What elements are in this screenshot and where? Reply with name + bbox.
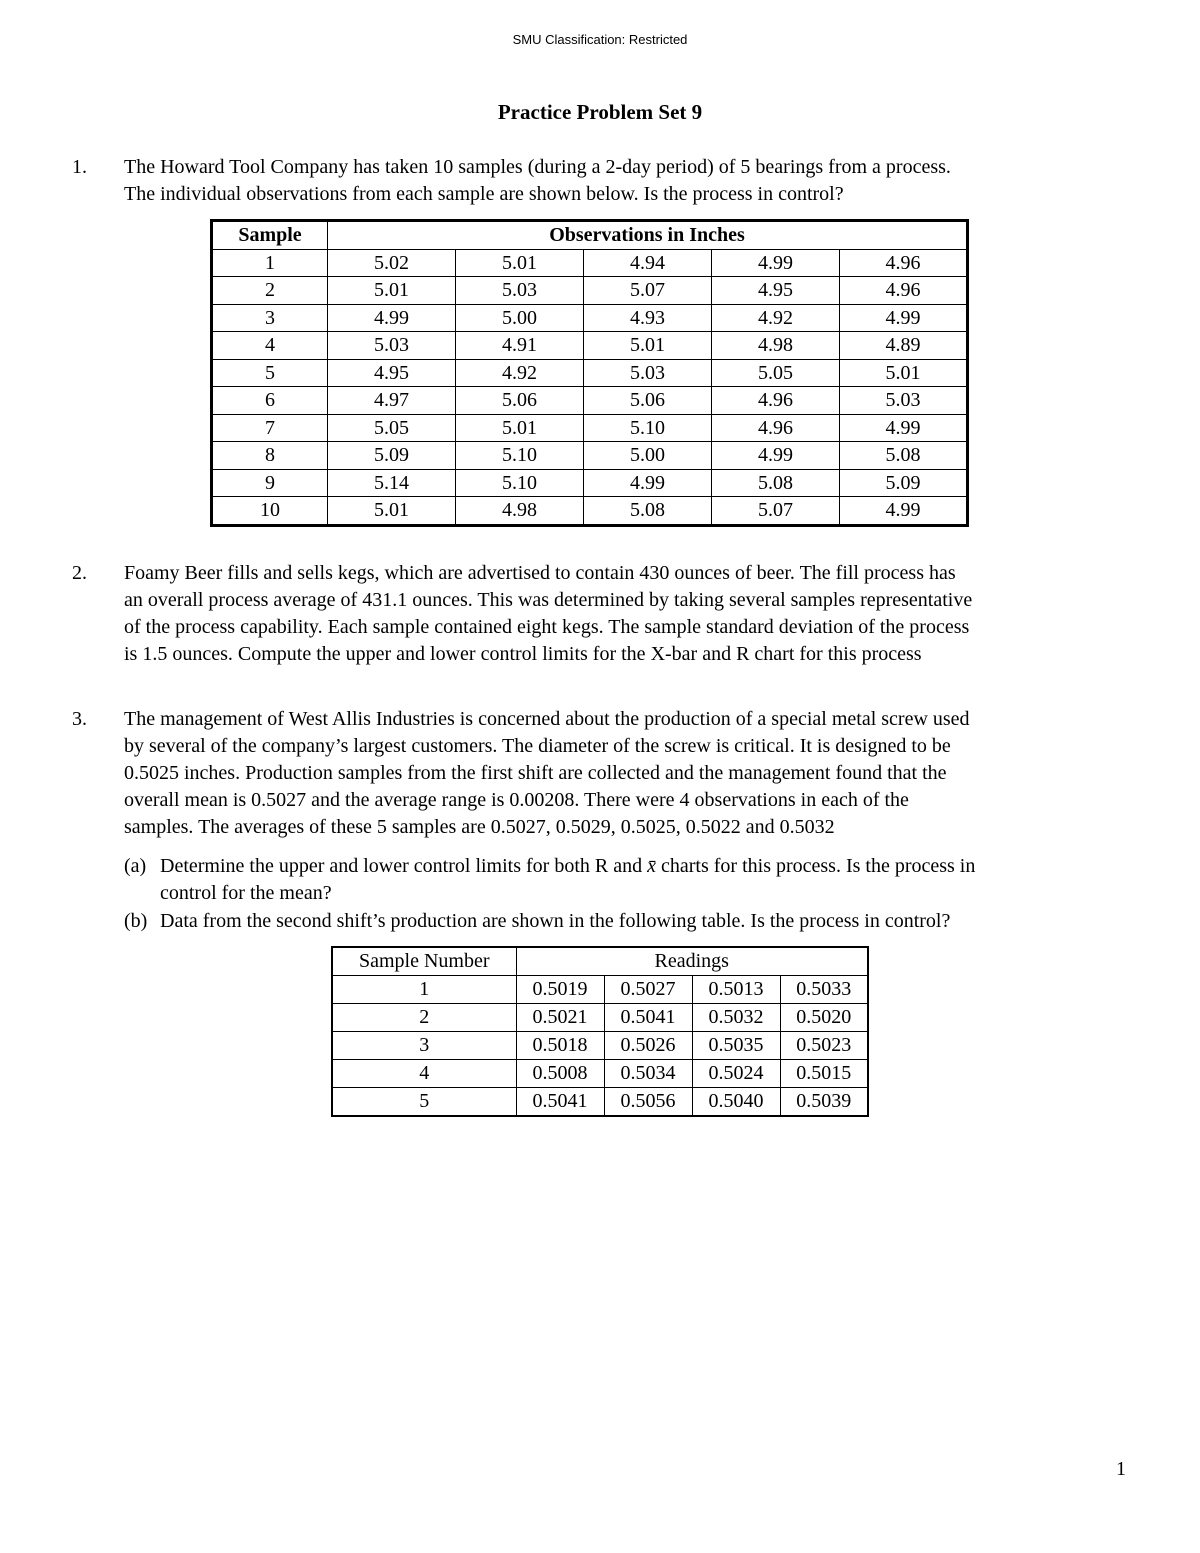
table-row — [332, 976, 868, 1004]
observation-cell: 4.98 — [712, 332, 840, 360]
observation-cell: 4.95 — [712, 277, 840, 305]
observation-cell: 5.02 — [328, 249, 456, 277]
observation-cell: 4.96 — [712, 414, 840, 442]
problem-1 — [72, 154, 1142, 208]
problem-line: Foamy Beer fills and sells kegs, which are advertised to contain 430 ounces of beer. The fill process has — [124, 562, 956, 584]
problem-line: an overall process average of 431.1 ounces. This was determined by taking several samples representative — [124, 589, 973, 611]
observation-cell: 5.01 — [328, 497, 456, 526]
observation-cell: 4.94 — [584, 249, 712, 277]
sample-number-cell: 4 — [332, 1060, 516, 1088]
problem-number: 2. — [72, 562, 87, 584]
sample-number-cell: 9 — [212, 469, 328, 497]
observation-cell: 5.06 — [584, 387, 712, 415]
problem-line: The individual observations from each sample are shown below. Is the process in control? — [124, 183, 844, 205]
table-row — [332, 1088, 868, 1117]
table-header-row — [332, 947, 868, 976]
observation-cell: 4.95 — [328, 359, 456, 387]
observation-cell: 4.99 — [840, 304, 968, 332]
observation-cell: 5.01 — [840, 359, 968, 387]
table-row — [212, 304, 968, 332]
observation-cell: 5.07 — [584, 277, 712, 305]
observation-cell: 4.92 — [456, 359, 584, 387]
table-row — [212, 359, 968, 387]
observation-cell: 5.10 — [456, 442, 584, 470]
problem-3-part-a — [124, 853, 1144, 907]
table-body — [332, 976, 868, 1117]
observation-cell: 4.99 — [840, 497, 968, 526]
observation-cell: 0.5018 — [516, 1032, 604, 1060]
observation-cell: 0.5008 — [516, 1060, 604, 1088]
observation-cell: 5.09 — [840, 469, 968, 497]
observation-cell: 4.93 — [584, 304, 712, 332]
problem-line: The Howard Tool Company has taken 10 samples (during a 2-day period) of 5 bearings from a process. — [124, 156, 951, 178]
observation-cell: 5.14 — [328, 469, 456, 497]
observation-cell: 5.05 — [328, 414, 456, 442]
column-header: Observations in Inches — [328, 221, 968, 250]
bearing-observations-table — [210, 219, 969, 527]
observation-cell: 4.91 — [456, 332, 584, 360]
observation-cell: 0.5026 — [604, 1032, 692, 1060]
sample-number-cell: 1 — [332, 976, 516, 1004]
observation-cell: 0.5041 — [604, 1004, 692, 1032]
problem-line: of the process capability. Each sample contained eight kegs. The sample standard deviation of the process — [124, 616, 970, 638]
observation-cell: 5.00 — [456, 304, 584, 332]
observation-cell: 0.5035 — [692, 1032, 780, 1060]
observation-cell: 0.5040 — [692, 1088, 780, 1117]
column-header: Sample — [212, 221, 328, 250]
part-a-text-end: charts for this process. Is the process in — [656, 855, 976, 877]
table-row — [332, 1060, 868, 1088]
observation-cell: 0.5034 — [604, 1060, 692, 1088]
observation-cell: 5.08 — [840, 442, 968, 470]
observation-cell: 5.03 — [328, 332, 456, 360]
observation-cell: 5.01 — [456, 414, 584, 442]
observation-cell: 4.98 — [456, 497, 584, 526]
observation-cell: 4.97 — [328, 387, 456, 415]
problem-line: samples. The averages of these 5 samples are 0.5027, 0.5029, 0.5025, 0.5022 and 0.5032 — [124, 816, 835, 838]
observation-cell: 5.10 — [584, 414, 712, 442]
observation-cell: 0.5056 — [604, 1088, 692, 1117]
part-label: (a) — [124, 855, 147, 877]
observation-cell: 0.5033 — [780, 976, 868, 1004]
column-header: Sample Number — [332, 947, 516, 976]
observation-cell: 4.96 — [840, 249, 968, 277]
problem-number: 1. — [72, 156, 87, 178]
sample-number-cell: 8 — [212, 442, 328, 470]
part-label: (b) — [124, 910, 148, 932]
table-row — [212, 469, 968, 497]
problem-line: 0.5025 inches. Production samples from the first shift are collected and the management found that the — [124, 762, 947, 784]
classification-label: SMU Classification: Restricted — [512, 32, 688, 47]
observation-cell: 5.06 — [456, 387, 584, 415]
observation-cell: 0.5041 — [516, 1088, 604, 1117]
sample-number-cell: 5 — [332, 1088, 516, 1117]
observation-cell: 4.92 — [712, 304, 840, 332]
sample-number-cell: 2 — [212, 277, 328, 305]
problem-line: is 1.5 ounces. Compute the upper and lower control limits for the X-bar and R chart for this process — [124, 643, 922, 665]
problem-2 — [72, 560, 1142, 668]
table-row — [332, 1004, 868, 1032]
table-body — [212, 249, 968, 525]
second-shift-readings-table — [331, 946, 869, 1117]
observation-cell: 5.03 — [840, 387, 968, 415]
sample-number-cell: 2 — [332, 1004, 516, 1032]
page-number: 1 — [1116, 1458, 1126, 1480]
observation-cell: 0.5027 — [604, 976, 692, 1004]
sample-number-cell: 5 — [212, 359, 328, 387]
observation-cell: 5.01 — [456, 249, 584, 277]
observation-cell: 4.99 — [712, 442, 840, 470]
problem-line: by several of the company’s largest customers. The diameter of the screw is critical. It is designed to be — [124, 735, 951, 757]
sample-number-cell: 3 — [332, 1032, 516, 1060]
observation-cell: 5.10 — [456, 469, 584, 497]
observation-cell: 0.5023 — [780, 1032, 868, 1060]
observation-cell: 0.5021 — [516, 1004, 604, 1032]
xbar-symbol: x̄ — [647, 855, 656, 877]
observation-cell: 0.5039 — [780, 1088, 868, 1117]
table-row — [212, 387, 968, 415]
observation-cell: 5.08 — [712, 469, 840, 497]
observation-cell: 5.09 — [328, 442, 456, 470]
observation-cell: 4.89 — [840, 332, 968, 360]
problem-line: The management of West Allis Industries is concerned about the production of a special metal screw used — [124, 708, 970, 730]
observation-cell: 4.96 — [840, 277, 968, 305]
sample-number-cell: 4 — [212, 332, 328, 360]
observation-cell: 0.5019 — [516, 976, 604, 1004]
observation-cell: 5.00 — [584, 442, 712, 470]
observation-cell: 0.5020 — [780, 1004, 868, 1032]
table-header-row — [212, 221, 968, 250]
problem-line: overall mean is 0.5027 and the average range is 0.00208. There were 4 observations in each of the — [124, 789, 909, 811]
sample-number-cell: 10 — [212, 497, 328, 526]
observation-cell: 0.5032 — [692, 1004, 780, 1032]
table-row — [212, 497, 968, 526]
part-a-text-start: Determine the upper and lower control limits for both R and — [160, 855, 648, 877]
observation-cell: 4.99 — [584, 469, 712, 497]
observation-cell: 5.03 — [584, 359, 712, 387]
observation-cell: 4.96 — [712, 387, 840, 415]
problem-3-part-b — [124, 908, 1144, 935]
sample-number-cell: 3 — [212, 304, 328, 332]
observation-cell: 5.07 — [712, 497, 840, 526]
sample-number-cell: 6 — [212, 387, 328, 415]
sample-number-cell: 1 — [212, 249, 328, 277]
table-row — [212, 442, 968, 470]
problem-number: 3. — [72, 708, 87, 730]
table-row — [212, 277, 968, 305]
observation-cell: 5.05 — [712, 359, 840, 387]
part-a-text-line2: control for the mean? — [160, 882, 332, 904]
column-header: Readings — [516, 947, 868, 976]
observation-cell: 5.03 — [456, 277, 584, 305]
observation-cell: 0.5015 — [780, 1060, 868, 1088]
observation-cell: 0.5013 — [692, 976, 780, 1004]
page-title: Practice Problem Set 9 — [497, 100, 703, 124]
observation-cell: 4.99 — [840, 414, 968, 442]
observation-cell: 5.08 — [584, 497, 712, 526]
problem-3 — [72, 706, 1142, 841]
part-b-text: Data from the second shift’s production are shown in the following table. Is the process in control? — [160, 910, 951, 932]
observation-cell: 5.01 — [328, 277, 456, 305]
table-row — [332, 1032, 868, 1060]
sample-number-cell: 7 — [212, 414, 328, 442]
observation-cell: 4.99 — [712, 249, 840, 277]
table-row — [212, 332, 968, 360]
observation-cell: 0.5024 — [692, 1060, 780, 1088]
observation-cell: 4.99 — [328, 304, 456, 332]
table-row — [212, 414, 968, 442]
observation-cell: 5.01 — [584, 332, 712, 360]
table-row — [212, 249, 968, 277]
